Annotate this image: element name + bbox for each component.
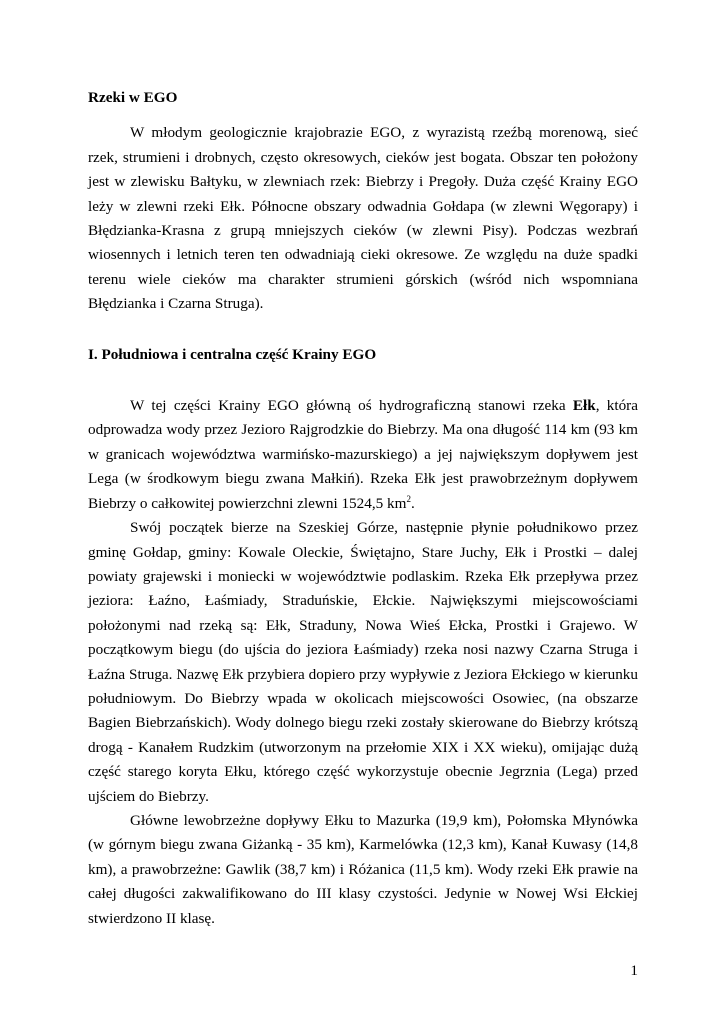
p1-text-after: , która odprowadza wody przez Jezioro Rajgrodzkie do Biebrzy. Ma ona długość 114 km (93 km w granicach województwa warmińsko-mazurskiego) a jej największym dopływem jest Lega (w środkowym biegu zwana Małkiń). Rzeka Ełk jest prawobrzeżnym dopływem Biebrzy o całkowitej powierzchni zlewni 1524,5 km — [88, 397, 638, 512]
area-unit-superscript: 2 — [406, 493, 411, 504]
section-paragraph-1 — [88, 394, 638, 516]
intro-paragraph: W młodym geologicznie krajobrazie EGO, z wyrazistą rzeźbą morenową, sieć rzek, strumieni i drobnych, często okresowych, cieków jest bogata. Obszar ten położony jest w zlewisku Bałtyku, w zlewniach rzek: Biebrzy i Pregoły. Duża część Krainy EGO leży w zlewni rzeki Ełk. Północne obszary odwadnia Gołdapa (w zlewni Węgorapy) i Błędzianka-Krasna z grupą mniejszych cieków (w zlewni Pisy). Podczas wezbrań wiosennych i letnich teren ten odwadniają cieki okresowe. Ze względu na duże spadki terenu wiele cieków ma charakter strumieni górskich (wśród nich wspomniana Błędzianka i Czarna Struga). — [88, 124, 638, 313]
river-name-elk: Ełk — [572, 397, 596, 415]
p1-text-before: W tej części Krainy EGO główną oś hydrograficzną stanowi rzeka — [130, 397, 573, 415]
p1-text-end: . — [410, 494, 415, 512]
page-number: 1 — [630, 962, 638, 979]
document-body — [88, 86, 638, 931]
section-paragraph-2: Swój początek bierze na Szeskiej Górze, następnie płynie południkowo przez gminę Gołdap, gminy: Kowale Oleckie, Świętajno, Stare Juchy, Ełk i Prostki – dalej powiaty grajewski i moniecki w województwie podlaskim. Rzeka Ełk przepływa przez jeziora: Łaźno, Łaśmiady, Straduńskie, Ełckie. Największymi miejscowościami położonymi nad rzeką są: Ełk, Straduny, Nowa Wieś Ełcka, Prostki i Grajewo. W początkowym biegu (do ujścia do jeziora Łaśmiady) rzeka nosi nazwy Czarna Struga i Łaźna Struga. Nazwę Ełk przybiera dopiero przy wypływie z Jeziora Ełckiego w kierunku południowym. Do Biebrzy wpada w okolicach miejscowości Osowiec, (na obszarze Bagien Biebrzańskich). Wody dolnego biegu rzeki zostały skierowane do Biebrzy krótszą drogą - Kanałem Rudzkim (utworzonym na przełomie XIX i XX wieku), omijając dużą część starego koryta Ełku, którego część wykorzystuje obecnie Jegrznia (Lega) przed ujściem do Biebrzy. — [88, 519, 638, 805]
section-paragraph-3: Główne lewobrzeżne dopływy Ełku to Mazurka (19,9 km), Połomska Młynówka (w górnym biegu zwana Giżanką - 35 km), Karmelówka (12,3 km), Kanał Kuwasy (14,8 km), a prawobrzeżne: Gawlik (38,7 km) i Różanica (11,5 km). Wody rzeki Ełk prawie na całej długości zakwalifikowano do III klasy czystości. Jedynie w Nowej Wsi Ełckiej stwierdzono II klasę. — [88, 811, 638, 927]
document-title: Rzeki w EGO — [88, 89, 178, 106]
section-title: I. Południowa i centralna część Krainy EGO — [88, 345, 377, 363]
